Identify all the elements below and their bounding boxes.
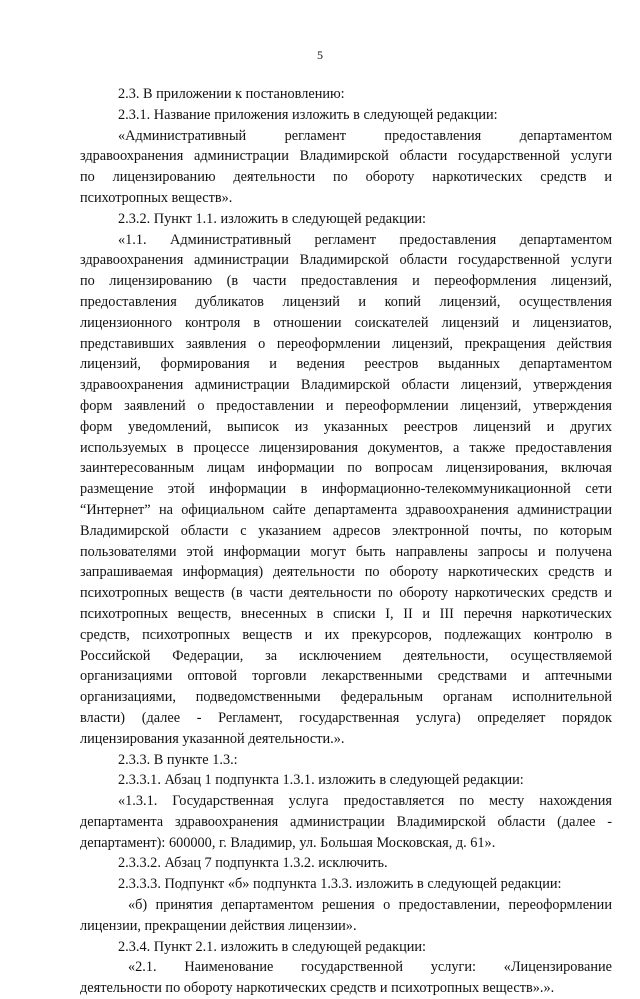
text-line: организациями, подведомственными федеральным органам исполнительной xyxy=(80,689,612,706)
text-line: департамент): 600000, г. Владимир, ул. Большая Московская, д. 61». xyxy=(80,834,496,851)
text-line: лицензирования указанной деятельности.». xyxy=(80,730,345,747)
page-number: 5 xyxy=(317,48,323,62)
text-line: форм уведомлений, выписок из указанных реестров лицензий и других xyxy=(80,418,612,435)
text-line: департамента здравоохранения администрации Владимирской области (далее - xyxy=(80,813,612,830)
text-line: власти) (далее - Регламент, государственная услуга) определяет порядок xyxy=(80,709,612,726)
text-line: 2.3. В приложении к постановлению: xyxy=(118,86,345,102)
text-line: психотропных веществ, внесенных в списки I, II и III перечня наркотических xyxy=(80,605,612,622)
text-line: деятельности по обороту наркотических средств и психотропных веществ».». xyxy=(80,980,555,997)
text-line: по лицензированию (в части предоставления и переоформления лицензий, xyxy=(80,273,612,290)
text-line: по лицензированию деятельности по обороту наркотических средств и xyxy=(80,169,612,186)
text-line: размещение этой информации в информационно-телекоммуникационной сети xyxy=(80,481,612,498)
text-line: «1.1. Административный регламент предоставления департаментом xyxy=(118,231,612,248)
text-line: «б) принятия департаментом решения о предоставлении, переоформлении xyxy=(128,897,612,914)
text-line: средств, психотропных веществ и их прекурсоров, подлежащих контролю в xyxy=(80,626,612,643)
text-line: форм заявлений о предоставлении и переоформлении лицензий, утверждения xyxy=(80,397,612,414)
document-body xyxy=(80,84,612,999)
text-line: «1.3.1. Государственная услуга предоставляется по месту нахождения xyxy=(118,793,612,810)
text-line: здравоохранения администрации Владимирской области лицензий, утверждения xyxy=(80,377,612,394)
text-line: 2.3.4. Пункт 2.1. изложить в следующей редакции: xyxy=(118,938,427,955)
text-line: психотропных веществ». xyxy=(80,189,233,206)
text-line: 2.3.3. В пункте 1.3.: xyxy=(118,751,238,768)
text-line: 2.3.3.3. Подпункт «б» подпункта 1.3.3. изложить в следующей редакции: xyxy=(118,876,562,893)
text-line: “Интернет” на официальном сайте департамента здравоохранения администрации xyxy=(80,501,612,518)
text-line: лицензий, формирования и ведения реестров выданных департаментом xyxy=(80,356,612,373)
text-line: 2.3.2. Пункт 1.1. изложить в следующей редакции: xyxy=(118,210,427,227)
text-line: «Административный регламент предоставления департаментом xyxy=(118,127,612,144)
text-line: заинтересованным лицам информации по вопросам лицензирования, включая xyxy=(80,460,612,477)
text-line: предоставления дубликатов лицензий и копий лицензий, осуществления xyxy=(80,293,612,310)
text-line: Владимирской области с указанием адресов электронной почты, по которым xyxy=(80,522,612,539)
text-line: пользователями этой информации могут быть направлены запросы и получена xyxy=(80,543,612,560)
text-line: представивших заявления о переоформлении лицензий, прекращения действия xyxy=(80,335,612,352)
text-line: используемых в процессе лицензирования документов, а также предоставления xyxy=(80,439,612,456)
text-line: здравоохранения администрации Владимирской области государственной услуги xyxy=(80,252,612,269)
text-line: 2.3.3.2. Абзац 7 подпункта 1.3.2. исключить. xyxy=(118,855,388,872)
text-line: психотропных веществ (в части деятельности по обороту наркотических средств и xyxy=(80,585,612,602)
text-line: 2.3.3.1. Абзац 1 подпункта 1.3.1. изложить в следующей редакции: xyxy=(118,772,524,789)
text-line: организациями оптовой торговли лекарственными средствами и аптечными xyxy=(80,668,612,685)
text-line: «2.1. Наименование государственной услуги: «Лицензирование xyxy=(128,959,612,976)
text-line: Российской Федерации, за исключением деятельности, осуществляемой xyxy=(80,647,612,664)
text-line: здравоохранения администрации Владимирской области государственной услуги xyxy=(80,148,612,165)
text-line: запрашиваемая информация) деятельности по обороту наркотических средств и xyxy=(80,564,612,581)
text-line: лицензионного контроля в отношении соискателей лицензий и лицензиатов, xyxy=(80,314,612,331)
text-line: 2.3.1. Название приложения изложить в следующей редакции: xyxy=(118,106,498,123)
text-line: лицензии, прекращении действия лицензии». xyxy=(80,917,357,934)
